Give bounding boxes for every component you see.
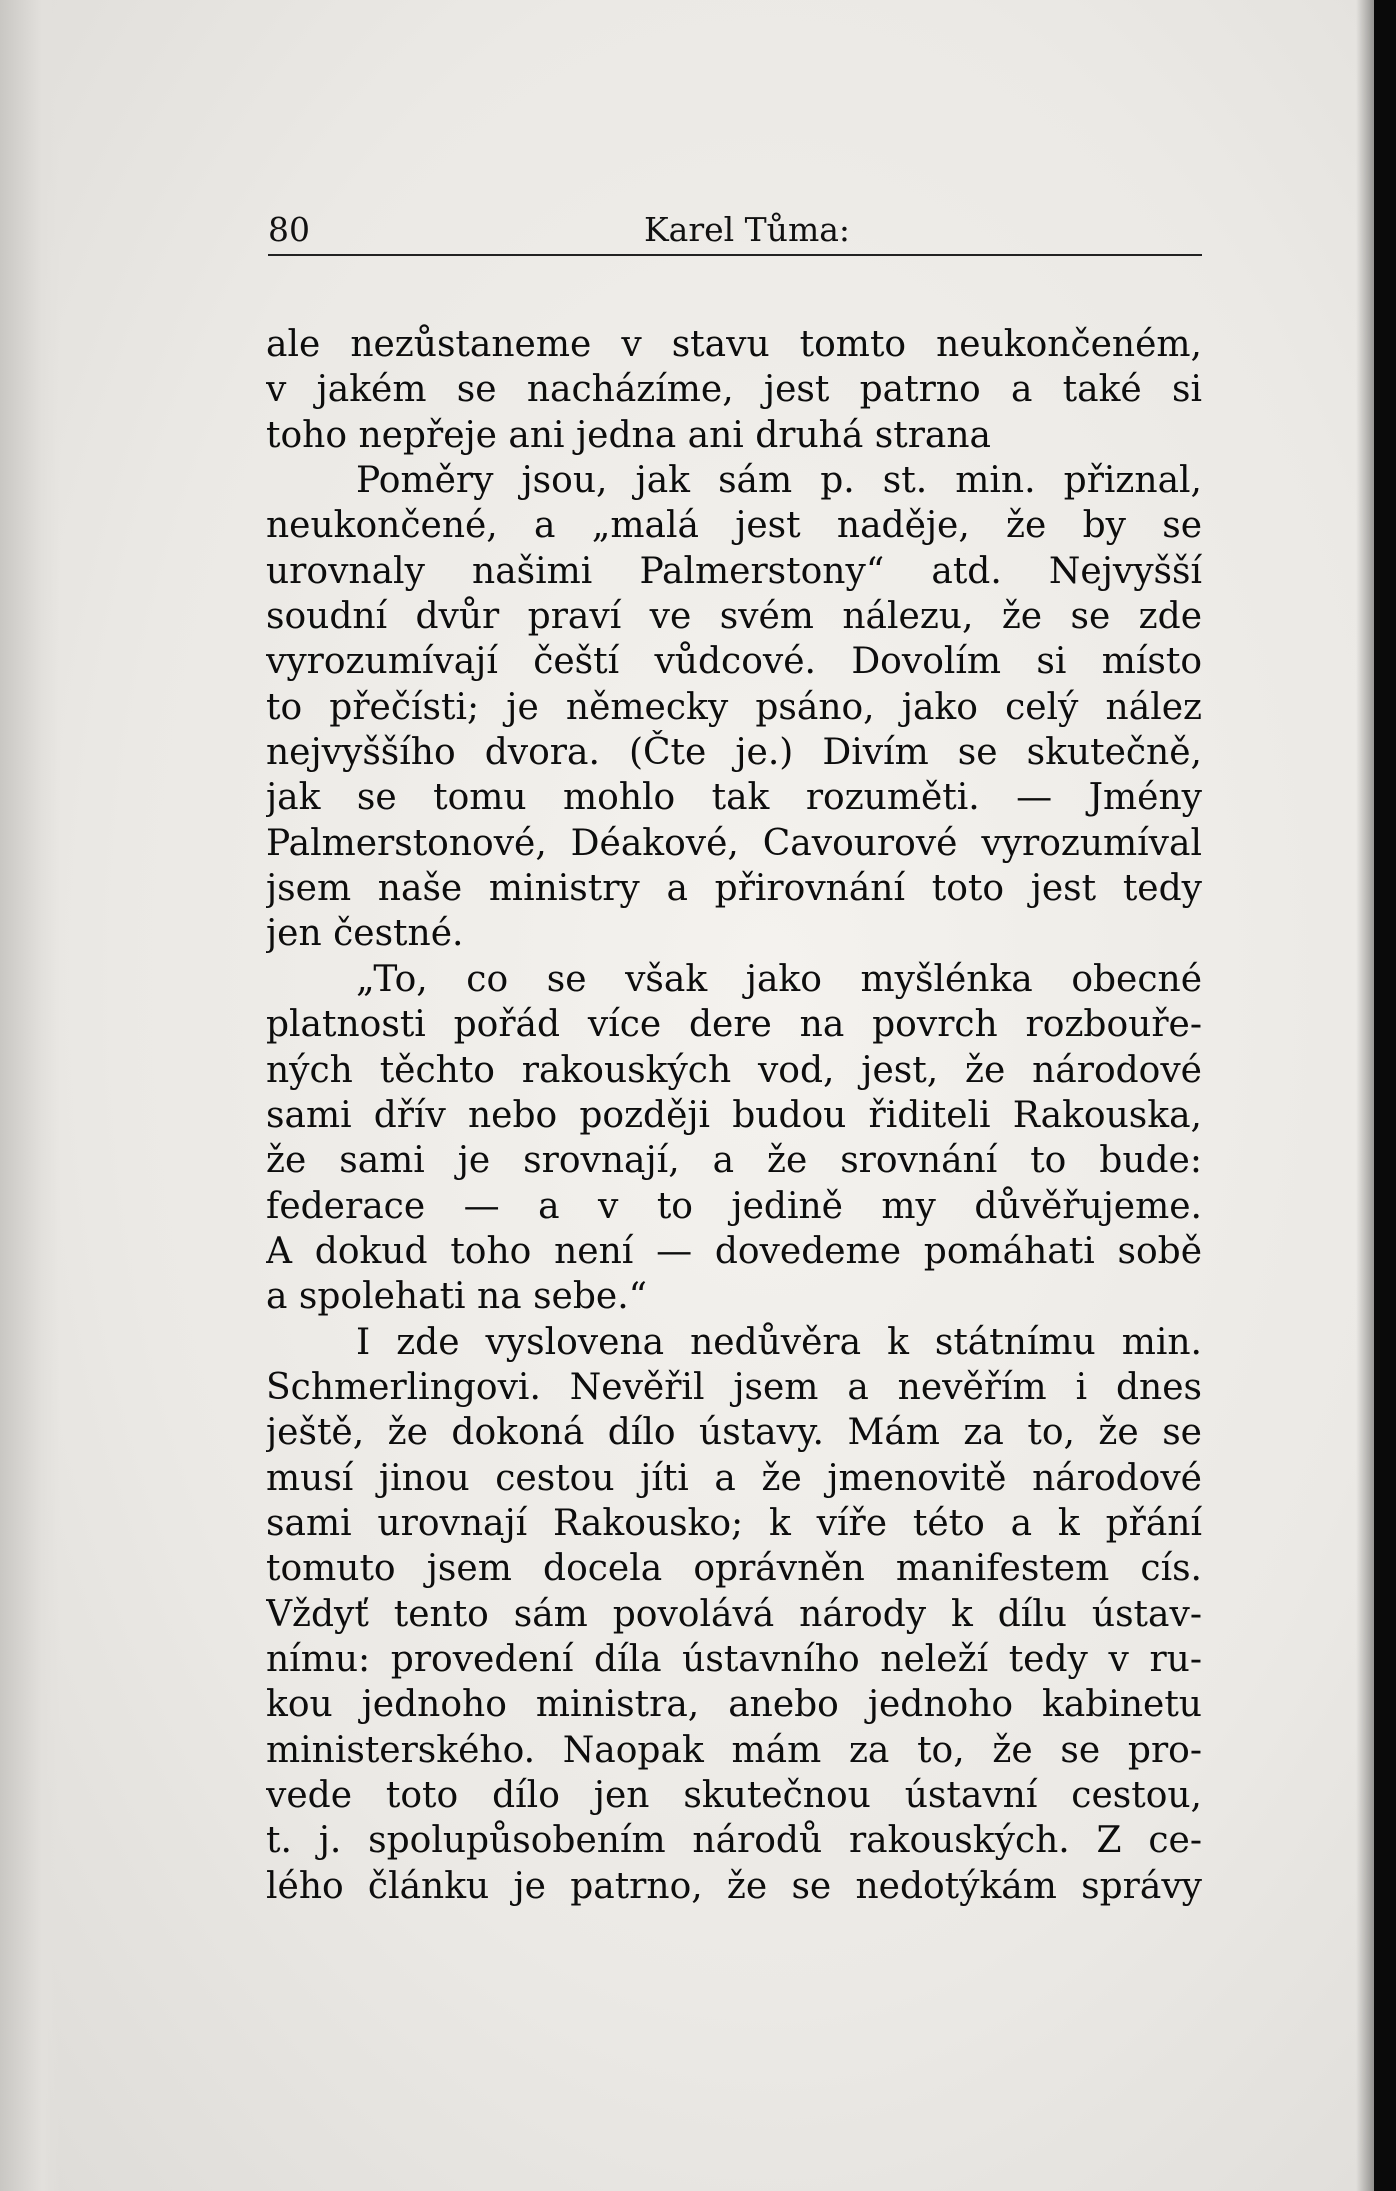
text-line: platnosti pořád více dere na povrch rozbouře- [266, 1004, 1202, 1046]
text-line: sami urovnají Rakousko; k víře této a k přání [266, 1502, 1202, 1544]
text-line: t. j. spolupůsobením národů rakouských. Z ce- [266, 1820, 1202, 1862]
text-line: lého článku je patrno, že se nedotýkám správy [266, 1865, 1202, 1907]
scan-right-border [1374, 0, 1396, 2191]
text-line: toho nepřeje ani jedna ani druhá strana [266, 414, 992, 456]
text-line: A dokud toho není — dovedeme pomáhati sobě [266, 1230, 1202, 1272]
text-line: federace — a v to jedině my důvěřujeme. [266, 1185, 1202, 1227]
text-line: kou jednoho ministra, anebo jednoho kabinetu [266, 1684, 1202, 1726]
text-line: musí jinou cestou jíti a že jmenovitě národové [266, 1457, 1202, 1499]
page-number: 80 [268, 210, 310, 249]
text-line: ministerského. Naopak mám za to, že se pro- [266, 1729, 1202, 1771]
text-line: Schmerlingovi. Nevěřil jsem a nevěřím i dnes [266, 1366, 1202, 1408]
text-line: Palmerstonové, Déakové, Cavourové vyrozumíval [266, 822, 1202, 864]
text-line: sami dřív nebo později budou řiditeli Rakouska, [266, 1094, 1202, 1136]
text-line: vede toto dílo jen skutečnou ústavní cestou, [266, 1775, 1202, 1816]
text-line: neukončené, a „malá jest naděje, že by se [266, 505, 1202, 547]
text-line: ale nezůstaneme v stavu tomto neukončeném, [266, 324, 1202, 365]
text-line: a spolehati na sebe.“ [266, 1276, 648, 1318]
text-line: že sami je srovnají, a že srovnání to bude: [266, 1140, 1202, 1182]
running-head: Karel Tůma: [644, 210, 851, 249]
text-line: jak se tomu mohlo tak rozuměti. — Jmény [266, 777, 1202, 819]
text-line: tomuto jsem docela oprávněn manifestem cís. [266, 1548, 1202, 1590]
page-header [268, 206, 1202, 256]
body-text [266, 322, 1202, 1909]
text-line: ných těchto rakouských vod, jest, že národové [266, 1049, 1202, 1091]
text-line: ještě, že dokoná dílo ústavy. Mám za to, že se [266, 1412, 1202, 1454]
text-line: Vždyť tento sám povolává národy k dílu ústav- [266, 1593, 1202, 1635]
text-line: nímu: provedení díla ústavního neleží tedy v ru- [266, 1638, 1202, 1680]
text-line: Poměry jsou, jak sám p. st. min. přiznal, [356, 460, 1202, 502]
text-line: I zde vyslovena nedůvěra k státnímu min. [356, 1321, 1202, 1363]
text-line: to přečísti; je německy psáno, jako celý nález [266, 686, 1202, 728]
text-line: urovnaly našimi Palmerstony“ atd. Nejvyšší [266, 550, 1202, 592]
text-line: jen čestné. [266, 913, 464, 955]
scan-right-shadow [1356, 0, 1374, 2191]
text-line: nejvyššího dvora. (Čte je.) Divím se skutečně, [266, 732, 1202, 774]
text-line: soudní dvůr praví ve svém nálezu, že se zde [266, 596, 1202, 638]
scan-left-shadow [0, 0, 60, 2191]
text-line: v jakém se nacházíme, jest patrno a také si [266, 369, 1202, 411]
text-line: jsem naše ministry a přirovnání toto jest tedy [266, 868, 1202, 910]
text-line: vyrozumívají čeští vůdcové. Dovolím si místo [266, 641, 1202, 683]
text-line: „To, co se však jako myšlénka obecné [356, 958, 1202, 1000]
